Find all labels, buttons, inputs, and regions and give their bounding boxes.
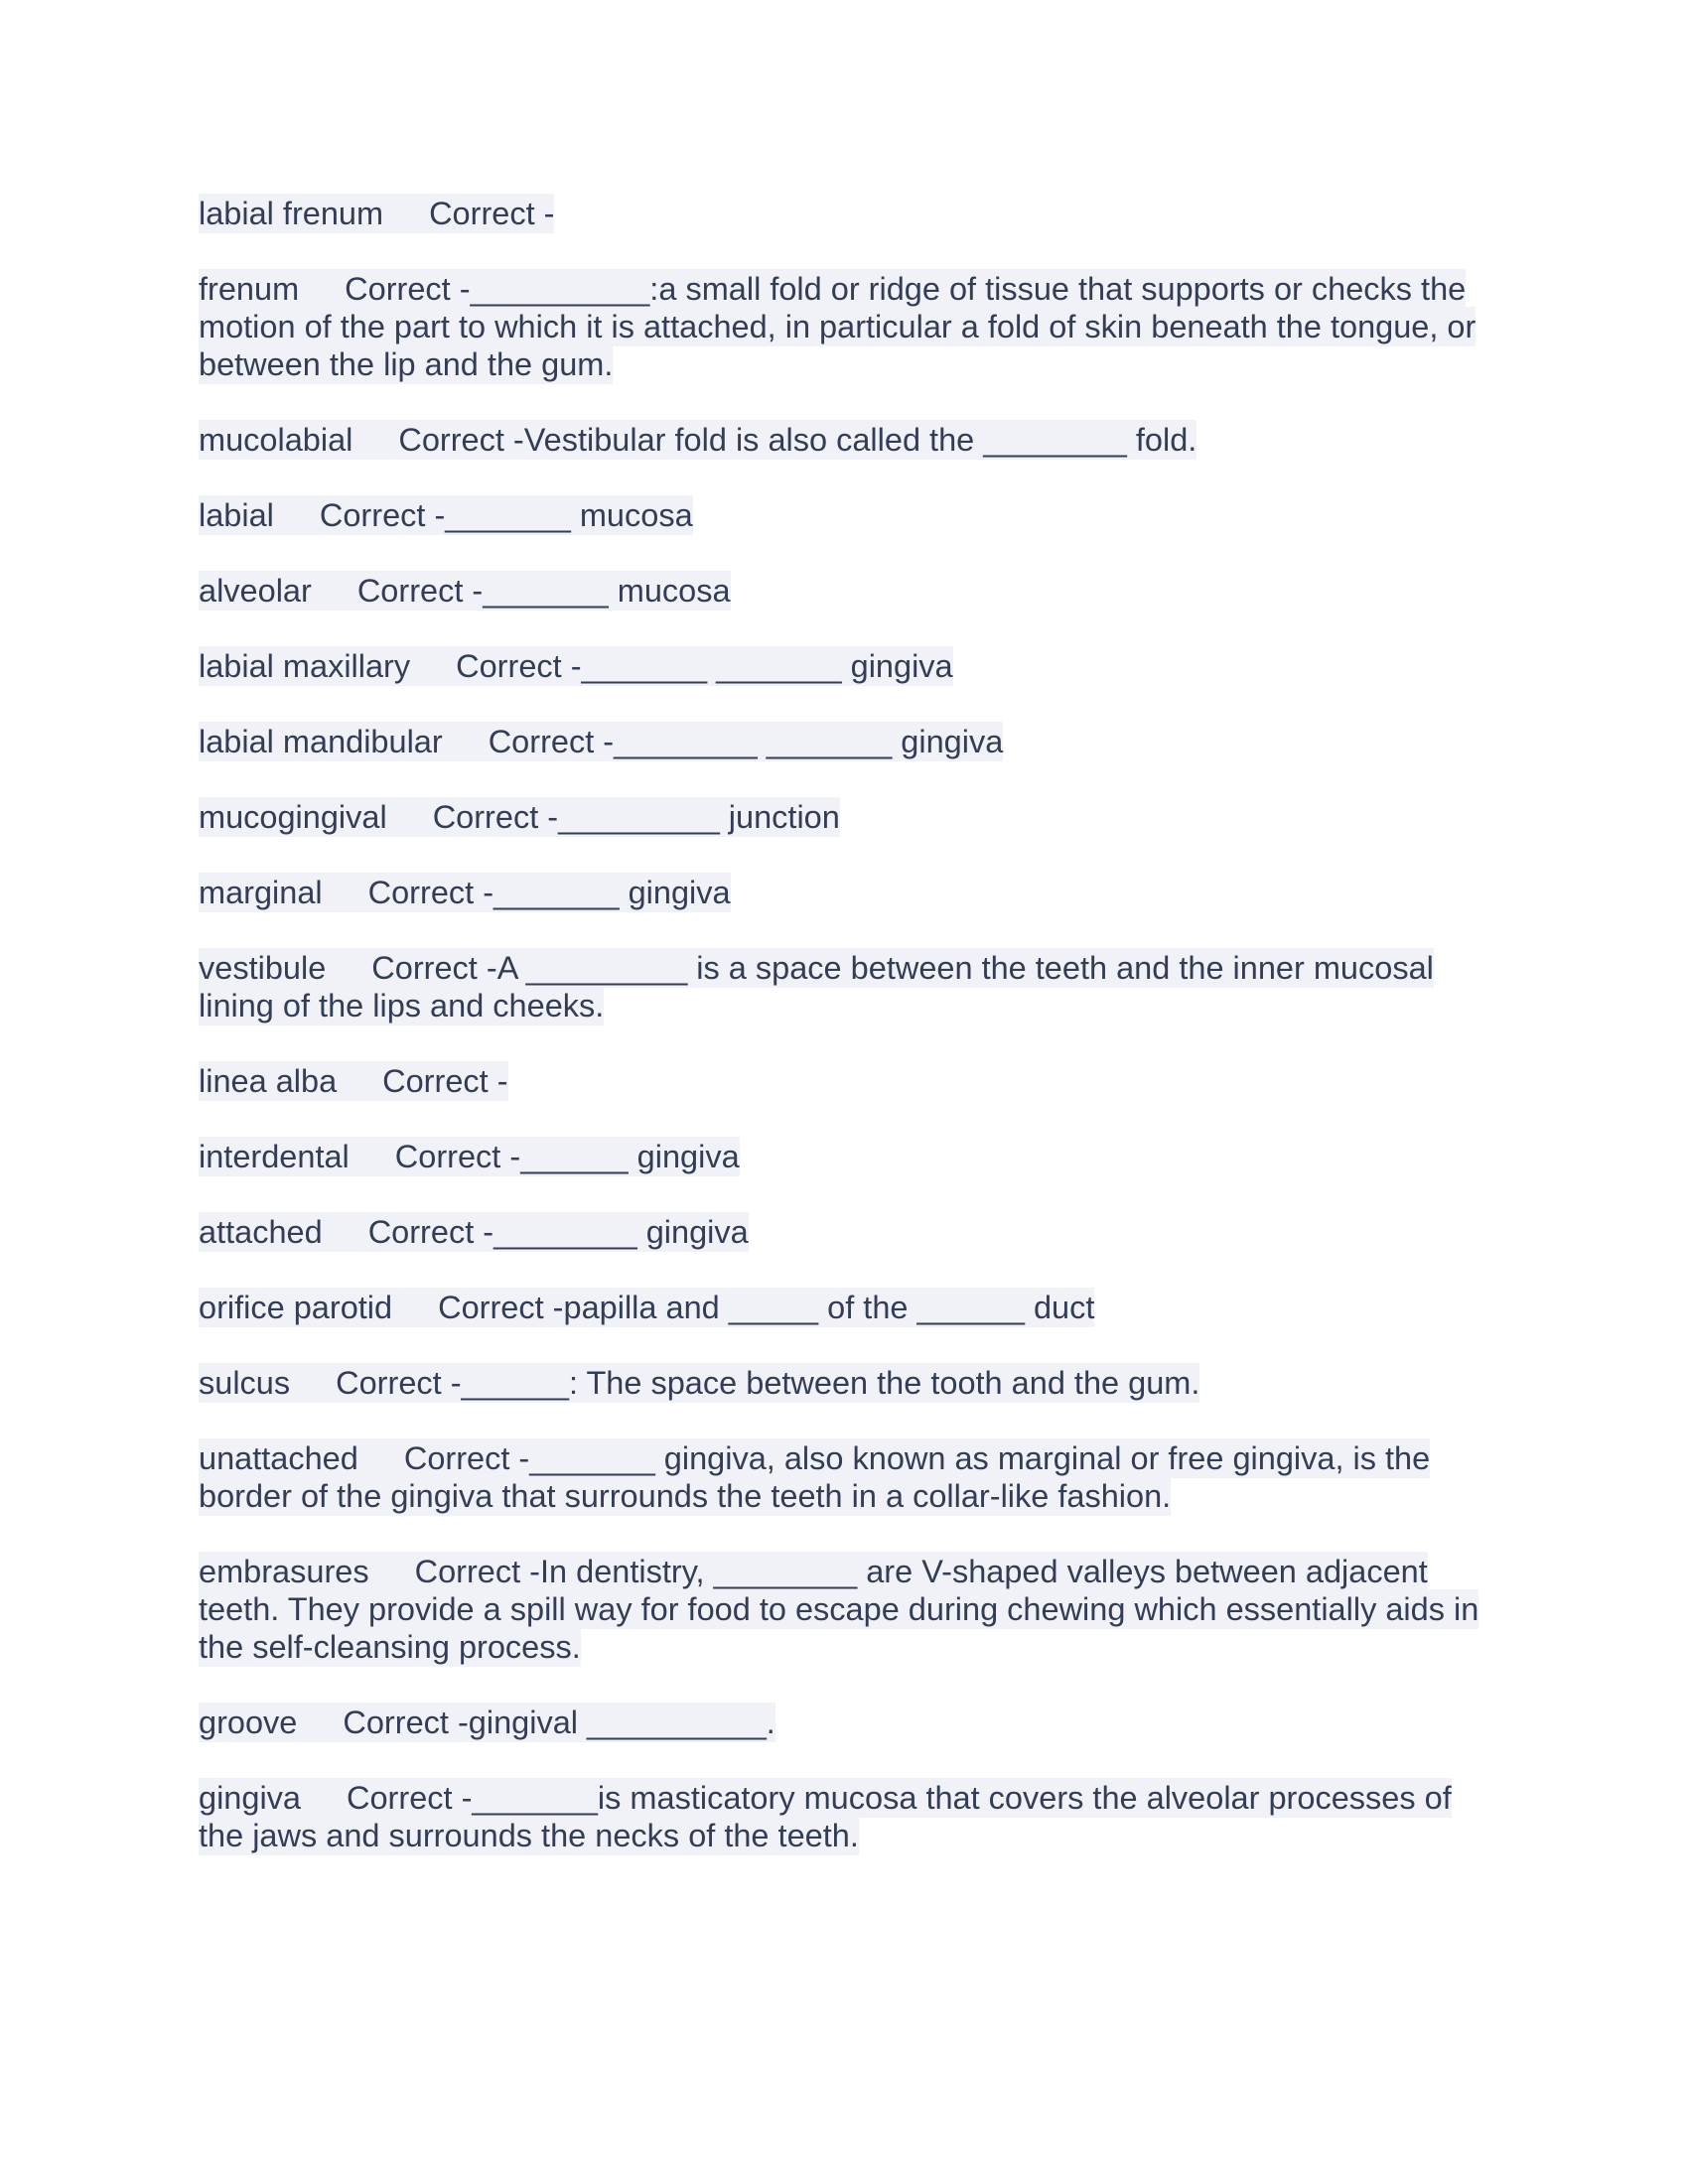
term: interdental (199, 1139, 350, 1174)
correct-label: Correct - (336, 1365, 462, 1401)
term: marginal (199, 875, 323, 910)
correct-label: Correct - (343, 1705, 469, 1740)
correct-label: Correct - (367, 1214, 494, 1250)
term: mucolabial (199, 422, 353, 458)
flashcard-entry (199, 1062, 1489, 1100)
term: mucogingival (199, 799, 387, 835)
definition: _______ gingiva, also known as marginal or free gingiva, is the border of the gingiva that surrounds the teeth in a collar-like fashion. (199, 1440, 1431, 1514)
correct-label: Correct - (371, 950, 497, 986)
correct-label: Correct - (382, 1063, 508, 1099)
flashcard-entry (199, 572, 1489, 610)
correct-label: Correct - (456, 648, 582, 684)
definition: _________ junction (558, 799, 840, 835)
term: labial (199, 497, 274, 533)
term: labial frenum (199, 196, 384, 231)
flashcard-entry (199, 1289, 1489, 1326)
term: attached (199, 1214, 323, 1250)
correct-label: Correct - (347, 1780, 473, 1816)
term: unattached (199, 1440, 358, 1476)
term: alveolar (199, 573, 312, 609)
term: embrasures (199, 1554, 369, 1589)
definition: ______ gingiva (520, 1139, 740, 1174)
flashcard-entry (199, 874, 1489, 911)
correct-label: Correct - (319, 497, 446, 533)
flashcard-entry (199, 496, 1489, 534)
flashcard-entry (199, 647, 1489, 685)
correct-label: Correct - (488, 724, 615, 759)
term: vestibule (199, 950, 327, 986)
correct-label: Correct - (345, 271, 471, 307)
flashcard-entry (199, 195, 1489, 232)
correct-label: Correct - (403, 1440, 530, 1476)
term: labial mandibular (199, 724, 443, 759)
correct-label: Correct - (356, 573, 484, 609)
definition: In dentistry, ________ are V-shaped valleys between adjacent teeth. They provide a spill way for food to escape during chewing which essentially aids in the self-cleansing process. (199, 1554, 1479, 1665)
definition: _______ gingiva (493, 875, 731, 910)
flashcard-entry (199, 798, 1489, 836)
definition: _______ mucosa (445, 497, 693, 533)
definition: ________ gingiva (493, 1214, 749, 1250)
definition: A _________ is a space between the teeth and the inner mucosal lining of the lips and cheeks. (199, 950, 1434, 1024)
definition: Vestibular fold is also called the ________ fold. (523, 422, 1197, 458)
flashcard-entry (199, 1439, 1489, 1515)
flashcard-entry (199, 270, 1489, 383)
definition: ______: The space between the tooth and the gum. (461, 1365, 1200, 1401)
flashcard-entry (199, 421, 1489, 459)
term: linea alba (199, 1063, 338, 1099)
definition: papilla and _____ of the ______ duct (563, 1290, 1095, 1325)
definition: __________:a small fold or ridge of tissue that supports or checks the motion of the part to which it is attached, in particular a fold of skin beneath the tongue, or between the lip and the gum. (199, 271, 1477, 382)
definition: _______is masticatory mucosa that covers the alveolar processes of the jaws and surrounds the necks of the teeth. (199, 1780, 1452, 1853)
correct-label: Correct - (414, 1554, 540, 1589)
flashcard-entry (199, 1779, 1489, 1854)
definition: gingival __________. (468, 1705, 775, 1740)
definition: _______ _______ gingiva (581, 648, 953, 684)
flashcard-entry (199, 1553, 1489, 1666)
flashcard-entry (199, 723, 1489, 760)
correct-label: Correct - (438, 1290, 564, 1325)
term: gingiva (199, 1780, 301, 1816)
correct-label: Correct - (398, 422, 524, 458)
flashcard-entry (199, 1138, 1489, 1175)
term: groove (199, 1705, 298, 1740)
definition: ________ _______ gingiva (614, 724, 1004, 759)
term: frenum (199, 271, 300, 307)
correct-label: Correct - (367, 875, 494, 910)
correct-label: Correct - (394, 1139, 521, 1174)
flashcard-entry (199, 1364, 1489, 1402)
term: sulcus (199, 1365, 291, 1401)
correct-label: Correct - (432, 799, 559, 835)
flashcard-list (199, 195, 1489, 1892)
flashcard-entry (199, 1213, 1489, 1251)
correct-label: Correct - (429, 196, 555, 231)
flashcard-entry (199, 949, 1489, 1024)
term: labial maxillary (199, 648, 411, 684)
term: orifice parotid (199, 1290, 393, 1325)
flashcard-entry (199, 1704, 1489, 1741)
definition: _______ mucosa (483, 573, 731, 609)
